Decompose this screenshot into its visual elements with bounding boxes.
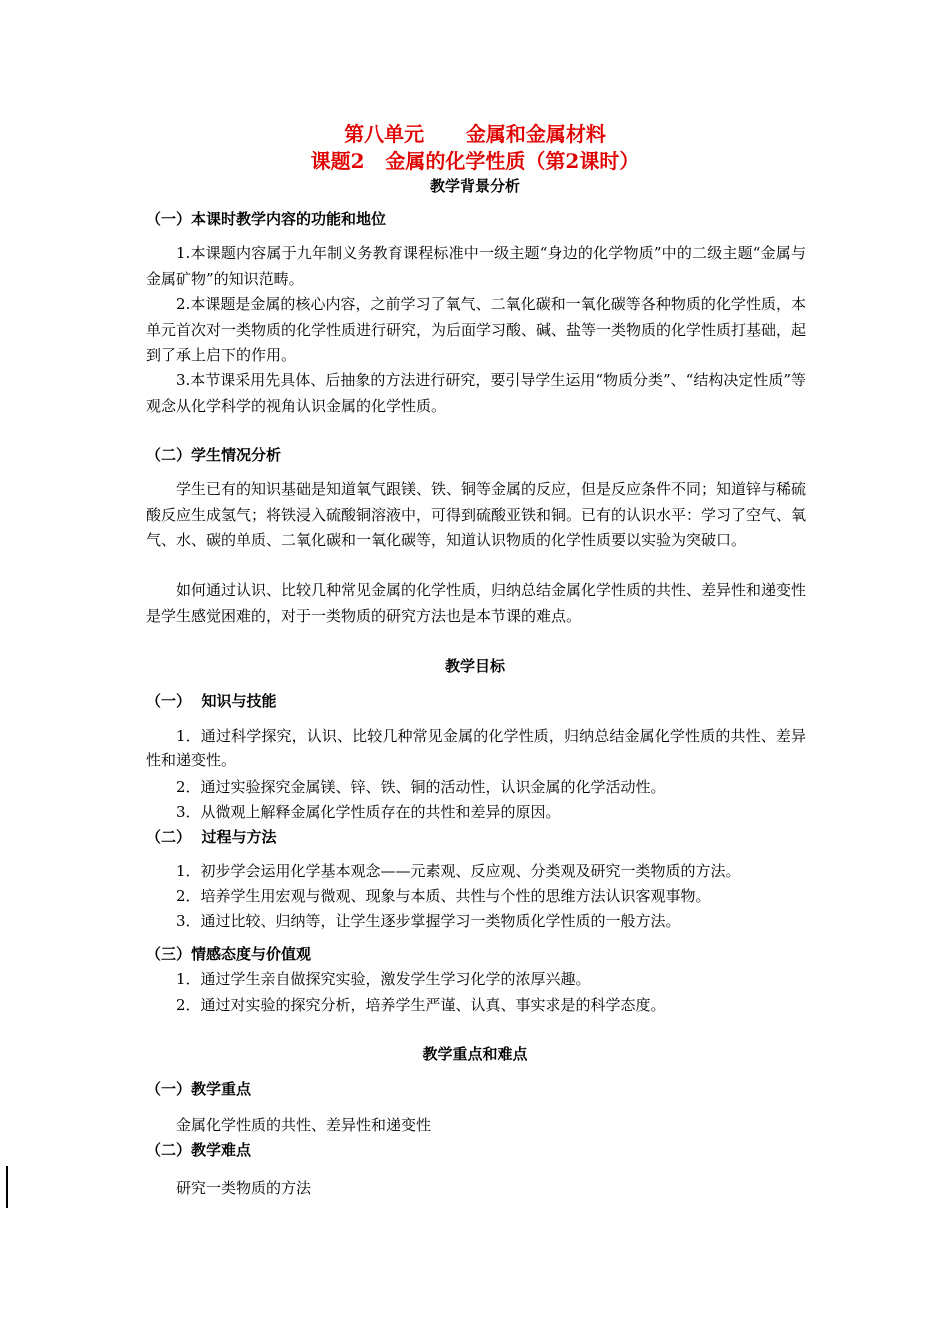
section-function-title: （一）本课时教学内容的功能和地位 bbox=[146, 210, 387, 228]
lesson-title: 课题2 金属的化学性质（第2课时） bbox=[310, 149, 640, 173]
paragraph: 1.本课题内容属于九年制义务教育课程标准中一级主题“身边的化学物质”中的二级主题“金属与金属矿物”的知识范畴。 bbox=[146, 244, 806, 288]
objective-item: 3．通过比较、归纳等，让学生逐步掌握学习一类物质化学性质的一般方法。 bbox=[176, 912, 681, 930]
difficulty-text: 研究一类物质的方法 bbox=[176, 1179, 312, 1197]
objective-item: 3．从微观上解释金属化学性质存在的共性和差异的原因。 bbox=[176, 803, 561, 821]
background-heading: 教学背景分析 bbox=[429, 177, 520, 195]
section-difficulty-title: （二）教学难点 bbox=[146, 1141, 252, 1159]
objective-item: 1．通过科学探究，认识、比较几种常见金属的化学性质，归纳总结金属化学性质的共性、差异性和递变性。 bbox=[146, 727, 806, 769]
paragraph: 2.本课题是金属的核心内容，之前学习了氧气、二氧化碳和一氧化碳等各种物质的化学性质，本单元首次对一类物质的化学性质进行研究，为后面学习酸、碱、盐等一类物质的化学性质打基础，起到了承上启下的作用。 bbox=[146, 295, 807, 364]
focus-text: 金属化学性质的共性、差异性和递变性 bbox=[176, 1116, 432, 1134]
unit-title: 第八单元 金属和金属材料 bbox=[344, 122, 606, 146]
objective-item: 1．初步学会运用化学基本观念——元素观、反应观、分类观及研究一类物质的方法。 bbox=[176, 862, 741, 880]
objective-item: 1．通过学生亲自做探究实验，激发学生学习化学的浓厚兴趣。 bbox=[176, 970, 591, 988]
objective-item: 2．培养学生用宏观与微观、现象与本质、共性与个性的思维方法认识客观事物。 bbox=[176, 887, 711, 905]
objectives-heading: 教学目标 bbox=[444, 657, 505, 675]
section-process-title: （二） 过程与方法 bbox=[146, 828, 277, 846]
paragraph: 3.本节课采用先具体、后抽象的方法进行研究，要引导学生运用“物质分类”、“结构决定性质”等观念从化学科学的视角认识金属的化学性质。 bbox=[146, 371, 806, 415]
section-student-title: （二）学生情况分析 bbox=[146, 446, 282, 464]
objective-item: 2．通过实验探究金属镁、锌、铁、铜的活动性，认识金属的化学活动性。 bbox=[176, 778, 666, 796]
margin-mark bbox=[0, 1166, 8, 1208]
section-knowledge-title: （一） 知识与技能 bbox=[146, 692, 277, 710]
paragraph: 学生已有的知识基础是知道氧气跟镁、铁、铜等金属的反应，但是反应条件不同；知道锌与稀硫酸反应生成氢气；将铁浸入硫酸铜溶液中，可得到硫酸亚铁和铜。已有的认识水平：学习了空气、氧气、水、碳的单质、二氧化碳和一氧化碳等，知道认识物质的化学性质要以实验为突破口。 bbox=[146, 480, 807, 549]
section-attitude-title: （三）情感态度与价值观 bbox=[146, 945, 312, 963]
paragraph: 如何通过认识、比较几种常见金属的化学性质，归纳总结金属化学性质的共性、差异性和递变性是学生感觉困难的，对于一类物质的研究方法也是本节课的难点。 bbox=[146, 581, 807, 625]
objective-item: 2．通过对实验的探究分析，培养学生严谨、认真、事实求是的科学态度。 bbox=[176, 996, 666, 1014]
keypoints-heading: 教学重点和难点 bbox=[422, 1045, 528, 1063]
section-focus-title: （一）教学重点 bbox=[146, 1080, 252, 1098]
